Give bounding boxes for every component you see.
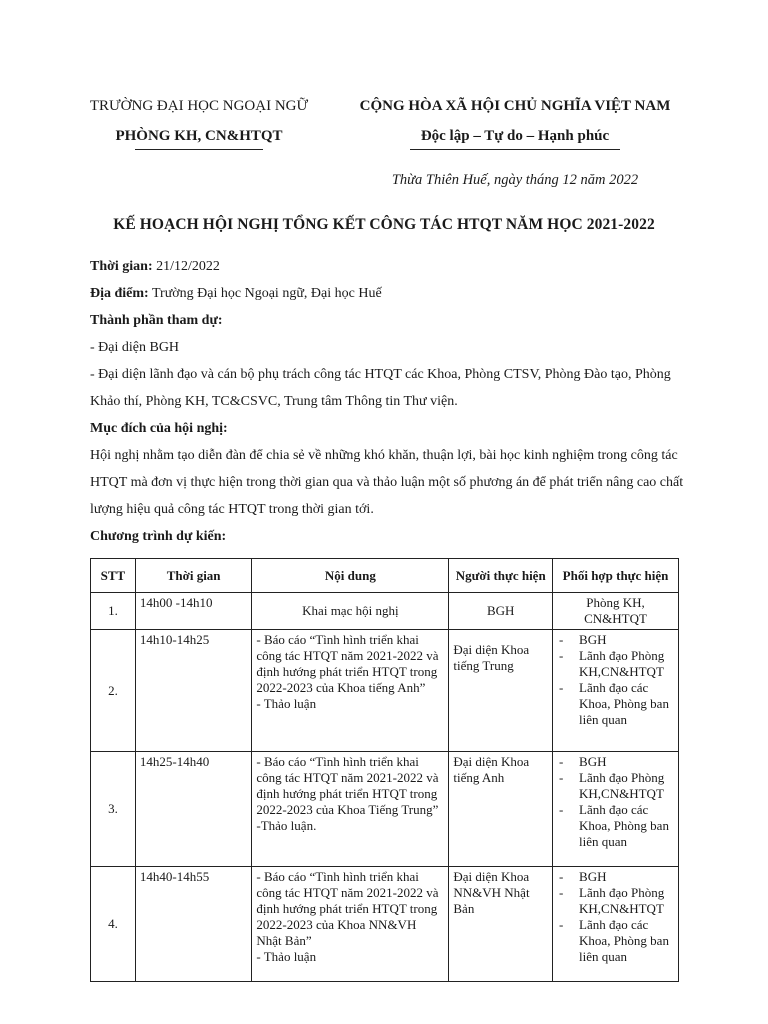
purpose-label: Mục đích của hội nghị: — [90, 421, 228, 436]
header-time: Thời gian — [135, 559, 251, 593]
row-person: Đại diện Khoa tiếng Trung — [449, 630, 553, 752]
department-underline — [135, 149, 263, 150]
place-label: Địa điểm: — [90, 286, 149, 301]
coord-item: - Lãnh đạo Phòng KH,CN&HTQT — [557, 770, 674, 802]
coord-item: - BGH — [557, 869, 674, 885]
coord-item: - Lãnh đạo Phòng KH,CN&HTQT — [557, 648, 674, 680]
table-row — [91, 630, 679, 752]
time-value: 21/12/2022 — [152, 259, 220, 274]
row-stt: 2. — [91, 630, 136, 752]
time-line — [90, 253, 690, 280]
row-person: Đại diện Khoa tiếng Anh — [449, 752, 553, 867]
program-label: Chương trình dự kiến: — [90, 529, 227, 544]
row-time: 14h40-14h55 — [135, 867, 251, 982]
row-time: 14h25-14h40 — [135, 752, 251, 867]
row-stt: 4. — [91, 867, 136, 982]
row-content-report: - Báo cáo “Tình hình triển khai công tác HTQT năm 2021-2022 và định hướng phát triển HTQT trong 2022-2023 của Khoa tiếng Anh” — [256, 632, 439, 695]
row-content — [252, 867, 449, 982]
document-body — [90, 253, 690, 550]
row-stt: 3. — [91, 752, 136, 867]
document-title: KẾ HOẠCH HỘI NGHỊ TỔNG KẾT CÔNG TÁC HTQT NĂM HỌC 2021-2022 — [113, 216, 655, 233]
table-header-row — [91, 559, 679, 593]
national-motto: Độc lập – Tự do – Hạnh phúc — [420, 128, 610, 144]
header-left — [74, 96, 324, 150]
row-content-discussion: -Thảo luận. — [256, 818, 317, 833]
national-title: CỘNG HÒA XÃ HỘI CHỦ NGHĨA VIỆT NAM — [359, 98, 671, 114]
coord-item: - BGH — [557, 632, 674, 648]
time-label: Thời gian: — [90, 259, 153, 274]
header-person: Người thực hiện — [449, 559, 553, 593]
row-coord: Phòng KH, CN&HTQT — [553, 593, 679, 630]
row-content-report: - Báo cáo “Tình hình triển khai công tác HTQT năm 2021-2022 và định hướng phát triển HTQT trong 2022-2023 của Khoa Tiếng Trung” — [256, 754, 439, 817]
coord-item: - Lãnh đạo các Khoa, Phòng ban liên quan — [557, 802, 674, 850]
coord-list — [557, 632, 674, 728]
table-row — [91, 593, 679, 630]
participants-item-1: - Đại diện BGH — [90, 340, 180, 355]
row-content — [252, 630, 449, 752]
row-content-report: - Báo cáo “Tình hình triển khai công tác HTQT năm 2021-2022 và định hướng phát triển HTQT trong 2022-2023 của Khoa NN&VH Nhật Bản” — [256, 869, 439, 948]
university-name: TRƯỜNG ĐẠI HỌC NGOẠI NGỮ — [89, 98, 309, 114]
coord-list — [557, 754, 674, 850]
motto-underline — [410, 149, 620, 150]
table-row — [91, 752, 679, 867]
coord-item: - Lãnh đạo Phòng KH,CN&HTQT — [557, 885, 674, 917]
participants-label: Thành phần tham dự: — [90, 313, 223, 328]
participants-item-2: - Đại diện lãnh đạo và cán bộ phụ trách công tác HTQT các Khoa, Phòng CTSV, Phòng Đào tạo, Phòng Khảo thí, Phòng KH, TC&CSVC, Trung tâm Thông tin Thư viện. — [90, 367, 671, 409]
place-value: Trường Đại học Ngoại ngữ, Đại học Huế — [148, 286, 382, 301]
coord-item: - Lãnh đạo các Khoa, Phòng ban liên quan — [557, 917, 674, 965]
row-time: 14h00 -14h10 — [135, 593, 251, 630]
row-person: Đại diện Khoa NN&VH Nhật Bản — [449, 867, 553, 982]
row-person: BGH — [449, 593, 553, 630]
table-row — [91, 867, 679, 982]
purpose-text: Hội nghị nhằm tạo diễn đàn để chia sẻ về những khó khăn, thuận lợi, bài học kinh nghiệm trong công tác HTQT mà đơn vị thực hiện trong thời gian qua và thảo luận một số phương án để phát triển nâng cao chất lượng hiệu quả công tác HTQT trong thời gian tới. — [90, 448, 684, 517]
header-stt: STT — [91, 559, 136, 593]
coord-item: - BGH — [557, 754, 674, 770]
row-content — [252, 752, 449, 867]
place-date: Thừa Thiên Huế, ngày tháng 12 năm 2022 — [391, 172, 639, 188]
program-table — [90, 558, 679, 982]
header-content: Nội dung — [252, 559, 449, 593]
row-coord — [553, 752, 679, 867]
row-coord — [553, 867, 679, 982]
header-right — [345, 96, 685, 150]
row-stt: 1. — [91, 593, 136, 630]
row-content: Khai mạc hội nghị — [252, 593, 449, 630]
coord-item: - Lãnh đạo các Khoa, Phòng ban liên quan — [557, 680, 674, 728]
header-coord: Phối hợp thực hiện — [553, 559, 679, 593]
coord-list — [557, 869, 674, 965]
department-name: PHÒNG KH, CN&HTQT — [115, 128, 283, 144]
row-time: 14h10-14h25 — [135, 630, 251, 752]
row-content-discussion: - Thảo luận — [256, 949, 317, 964]
row-coord — [553, 630, 679, 752]
place-line — [90, 280, 690, 307]
row-content-discussion: - Thảo luận — [256, 696, 317, 711]
